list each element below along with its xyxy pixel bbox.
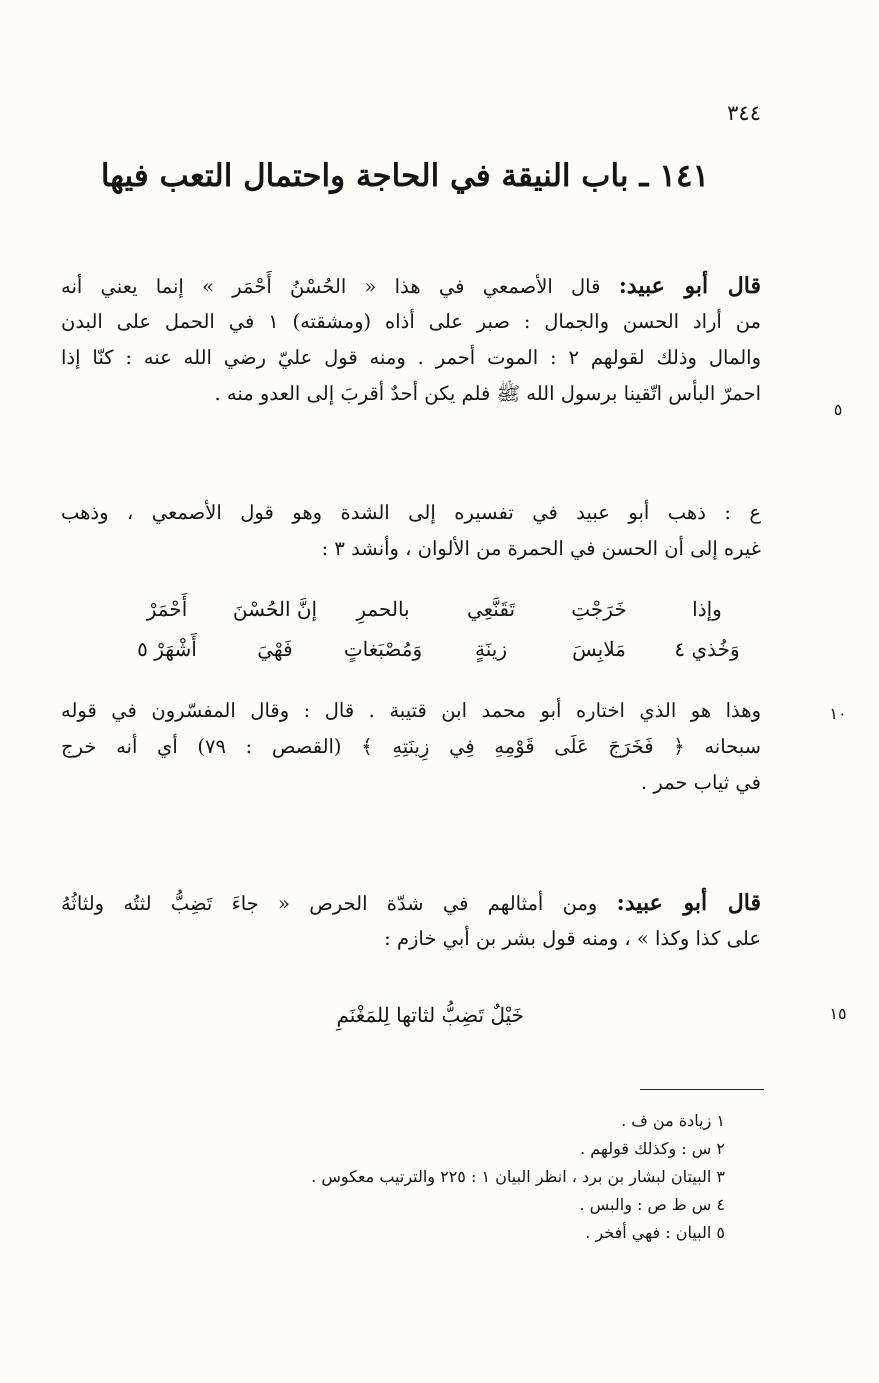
- footnote-divider: [640, 1089, 764, 1090]
- line-number: ١٠: [829, 704, 847, 723]
- text-line: وهذا هو الذي اختاره أبو محمد ابن قتيبة . قال : وقال المفسّرون في قوله: [61, 699, 761, 722]
- text-line: ع : ذهب أبو عبيد في تفسيره إلى الشدة وهو قول الأصمعي ، وذهب: [61, 501, 761, 524]
- verse-word: وَخُذي ٤: [674, 637, 740, 661]
- verse-word: وَمُصْبَغاتٍ: [343, 637, 423, 661]
- text-line: من أراد الحسن والجمال : صبر على أذاه (ومشقته) ١ في الحمل على البدن: [61, 310, 761, 333]
- text-line: والمال وذلك لقولهم ٢ : الموت أحمر . ومنه قول عليّ رضي الله عنه : كنّا إذا: [61, 346, 761, 369]
- verse-line: [111, 589, 761, 629]
- footnote: ٢ س : وكذلك قولهم .: [580, 1139, 725, 1158]
- verse-word: زينَةٍ: [475, 637, 507, 661]
- verse-couplet: [111, 589, 761, 669]
- verse-word: إنَّ الحُسْنَ: [232, 597, 318, 621]
- footnote: ٥ البيان : فهي أفخر .: [585, 1223, 725, 1242]
- text-line: ومن أمثالهم في شدّة الحرص « جاءَ تَضِبُّ لثتُه ولثاثُهُ: [61, 892, 598, 915]
- verse-word: تَقَنَّعِي: [466, 597, 516, 621]
- text-line: غيره إلى أن الحسن في الحمرة من الألوان ، وأنشد ٣ :: [321, 537, 761, 560]
- footnote: ١ زيادة من ف .: [621, 1111, 725, 1130]
- verse-line: خَيْلٌ تَضِبُّ لثاتها لِلمَغْنَمِ: [336, 1003, 524, 1027]
- verse-word: أَحْمَرْ: [146, 597, 188, 621]
- verse-word: مَلابِسَ: [572, 637, 626, 661]
- paragraph-lead: قال أبو عبيد:: [618, 273, 761, 299]
- footnotes: [165, 1107, 725, 1247]
- chapter-title: ١٤١ ـ باب النيقة في الحاجة واحتمال التعب فيها: [100, 158, 710, 194]
- text-line: سبحانه ﴿ فَخَرَجَ عَلَى قَوْمِهِ فِي زِينَتِهِ ﴾ (القصص : ٧٩) أي أنه خرج: [61, 735, 761, 758]
- paragraph-lead: قال أبو عبيد:: [616, 890, 761, 916]
- paragraph-4: [61, 885, 761, 957]
- paragraph-1: [61, 268, 761, 412]
- text-line: في ثياب حمر .: [640, 771, 761, 794]
- paragraph-2: [61, 495, 761, 567]
- page-number: ٣٤٤: [727, 101, 761, 125]
- verse-word: أَشْهَرْ ٥: [137, 637, 197, 661]
- line-number: ٥: [833, 400, 843, 419]
- verse-line: [111, 629, 761, 669]
- text-line: احمرّ البأس اتّقينا برسول الله ﷺ فلم يكن أحدٌ أقربَ إلى العدو منه .: [214, 382, 761, 405]
- footnote: ٣ البيتان لبشار بن برد ، انظر البيان ١ : ٢٢٥ والترتيب معكوس .: [311, 1167, 725, 1186]
- paragraph-3: [61, 693, 761, 801]
- single-verse: [224, 995, 524, 1035]
- line-number: ١٥: [829, 1004, 847, 1023]
- text-line: قال الأصمعي في هذا « الحُسْنُ أَحْمَر » إنما يعني أنه: [61, 275, 601, 298]
- footnote: ٤ س ط ص : والبس .: [579, 1195, 725, 1214]
- verse-word: بالحمرِ: [356, 597, 410, 621]
- verse-word: فَهْيَ: [257, 637, 293, 661]
- text-line: على كذا وكذا » ، ومنه قول بشر بن أبي خازم :: [384, 927, 761, 950]
- verse-word: وإذا: [692, 597, 722, 621]
- verse-word: خَرَجْتِ: [571, 597, 627, 621]
